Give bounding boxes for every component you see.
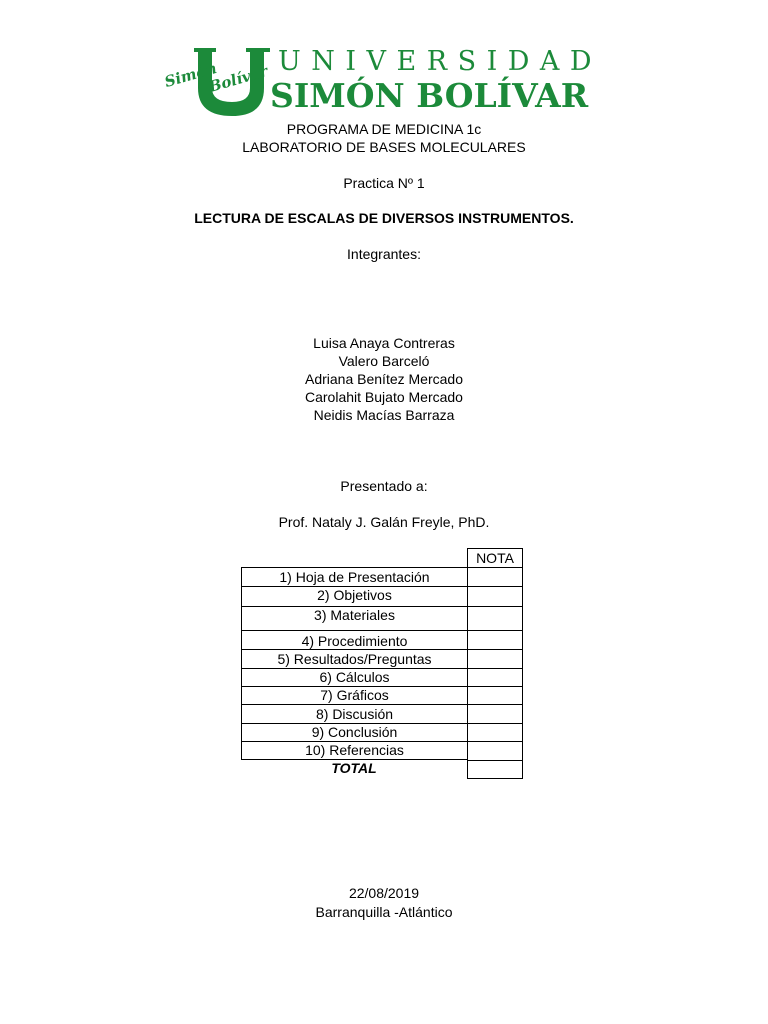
document-title: LECTURA DE ESCALAS DE DIVERSOS INSTRUMENTOS. (194, 210, 574, 226)
grade-cell[interactable] (467, 704, 523, 723)
grade-row-label: 1) Hoja de Presentación (241, 567, 467, 586)
member-name: Valero Barceló (338, 353, 430, 369)
grade-row-label: 9) Conclusión (241, 723, 467, 741)
member-name: Carolahit Bujato Mercado (305, 389, 463, 405)
grades-table (241, 548, 523, 780)
grade-row-label: 10) Referencias (241, 741, 467, 760)
grade-cell[interactable] (467, 741, 523, 760)
grade-row-label: 2) Objetivos (241, 586, 467, 606)
university-logo (160, 42, 610, 120)
presented-label: Presentado a: (340, 478, 428, 494)
grade-cell[interactable] (467, 630, 523, 649)
grade-row-label: 5) Resultados/Preguntas (241, 649, 467, 668)
member-name: Luisa Anaya Contreras (313, 335, 455, 351)
nota-header: NOTA (467, 548, 523, 567)
grade-row-label: 7) Gráficos (241, 686, 467, 704)
grade-row-label: 6) Cálculos (241, 668, 467, 686)
logo-script-simon: Simón (162, 58, 219, 92)
grade-cell[interactable] (467, 686, 523, 704)
lab-name: LABORATORIO DE BASES MOLECULARES (242, 139, 526, 155)
logo-simon-bolivar: SIMÓN BOLÍVAR (270, 76, 589, 115)
member-name: Adriana Benítez Mercado (305, 371, 463, 387)
practice-number: Practica Nº 1 (343, 175, 425, 191)
member-name: Neidis Macías Barraza (313, 407, 455, 423)
total-label: TOTAL (331, 760, 377, 776)
grade-cell[interactable] (467, 649, 523, 668)
date: 22/08/2019 (348, 885, 420, 901)
grade-cell[interactable] (467, 606, 523, 630)
grade-cell[interactable] (467, 586, 523, 606)
members-label: Integrantes: (347, 246, 421, 262)
grade-cell[interactable] (467, 723, 523, 741)
program-name: PROGRAMA DE MEDICINA 1c (286, 121, 482, 137)
logo-universidad: UNIVERSIDAD (278, 46, 603, 77)
place: Barranquilla -Atlántico (315, 904, 453, 920)
grade-row-label: 3) Materiales (241, 606, 467, 630)
logo-script-bolivar: Bolívar (206, 62, 270, 96)
professor-name: Prof. Nataly J. Galán Freyle, PhD. (278, 514, 490, 530)
grade-row-label: 8) Discusión (241, 704, 467, 723)
grade-row-label: 4) Procedimiento (241, 630, 467, 649)
grade-cell[interactable] (467, 567, 523, 586)
grade-cell[interactable] (467, 668, 523, 686)
total-cell[interactable] (467, 760, 523, 779)
